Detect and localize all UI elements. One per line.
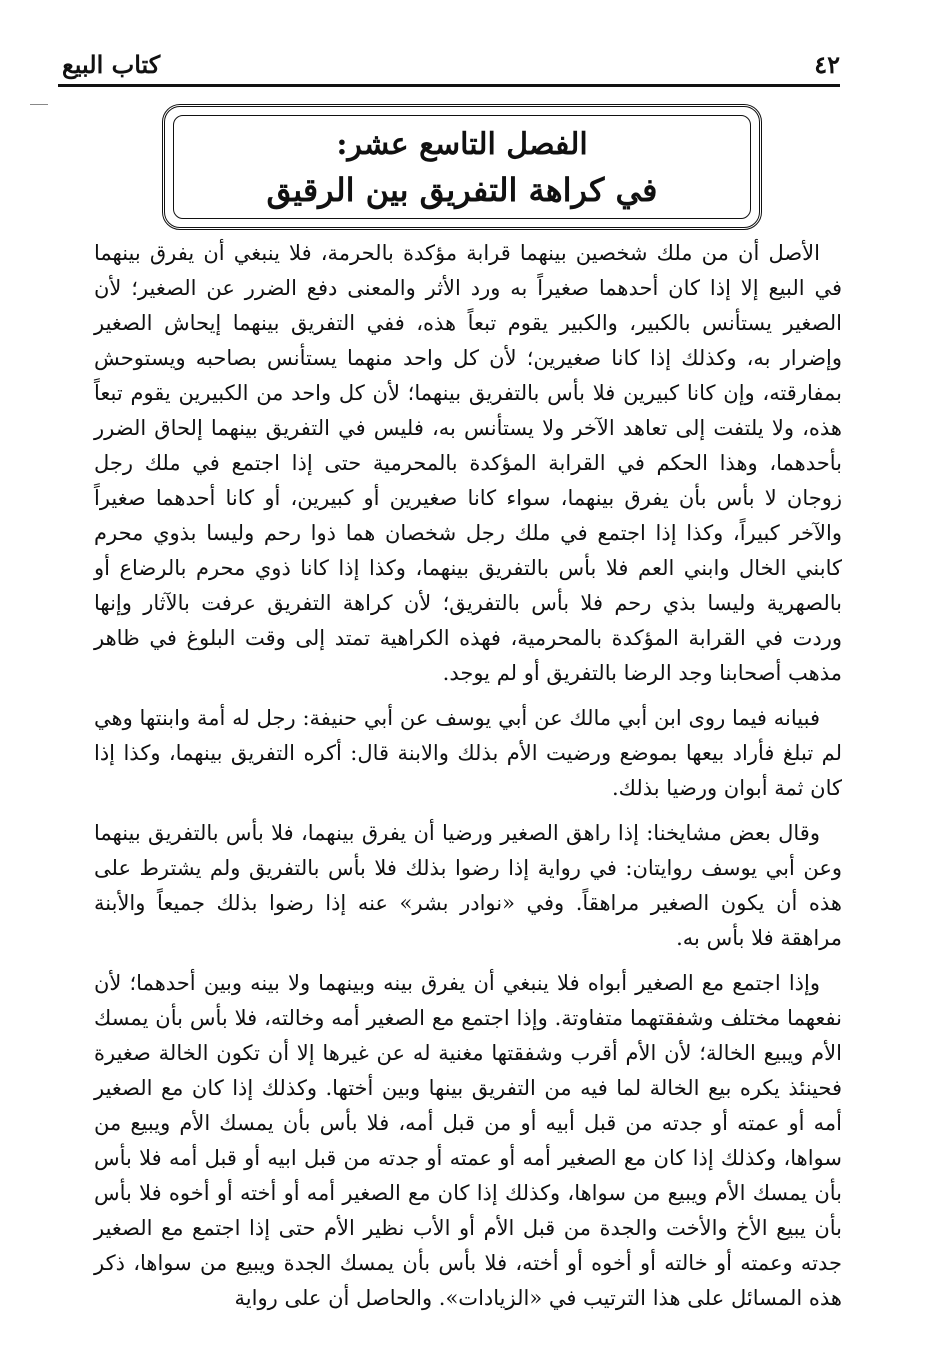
chapter-title: في كراهة التفريق بين الرقيق — [266, 171, 658, 209]
paragraph: الأصل أن من ملك شخصين بينهما قرابة مؤكدة بالحرمة، فلا ينبغي أن يفرق بينهما في البيع إلا إذا كان أحدهما صغيراً به ورد الأثر والمعنى دفع الضرر عن الصغير؛ لأن الصغير يستأنس بالكبير، والكبير يقوم تبعاً هذه، ففي التفريق بينهما إيحاش الصغير وإضرار به، وكذلك إذا كانا صغيرين؛ لأن كل واحد منهما يستأنس بصاحبه ويستوحش بمفارقته، وإن كانا كبيرين فلا بأس بالتفريق بينهما؛ لأن كل واحد من الكبيرين يقوم تبعاً هذه، ولا يلتفت إلى تعاهد الآخر ولا يستأنس به، فليس في التفريق بينهما إلحاق الضرر بأحدهما، وهذا الحكم في القرابة المؤكدة بالمحرمية حتى إذا اجتمع في ملك رجل زوجان لا بأس بأن يفرق بينهما، سواء كانا صغيرين أو كبيرين، أو كانا أحدهما صغيراً والآخر كبيراً، وكذا إذا اجتمع في ملك رجل شخصان هما ذوا رحم وليسا بذوي محرم كابني الخال وابني العم فلا بأس بالتفريق بينهما، وكذا إذا كانا ذوي محرم بالرضاع أو بالصهرية وليسا بذي رحم فلا بأس بالتفريق؛ لأن كراهة التفريق عرفت بالآثار وإنها وردت في القرابة المؤكدة بالمحرمية، فهذه الكراهية تمتد إلى وقت البلوغ في ظاهر مذهب أصحابنا وجد الرضا بالتفريق أو لم يوجد. — [94, 241, 842, 685]
chapter-number: الفصل التاسع عشر: — [336, 127, 588, 162]
page-header — [58, 44, 840, 87]
paragraph: وإذا اجتمع مع الصغير أبواه فلا ينبغي أن يفرق بينه وبينهما ولا بينه وبين أحدهما؛ لأن نفعهما مختلف وشفقتهما متفاوتة. وإذا اجتمع مع الصغير أمه وخالته، فلا بأس بأن يمسك الأم ويبيع الخالة؛ لأن الأم أقرب وشفقتها مغنية له عن غيرها إلا أن تكون الخالة صغيرة فحينئذ يكره بيع الخالة لما فيه من التفريق بينها وبين أختها. وكذلك إذا كان مع الصغير أمه أو عمته أو جدته من قبل أبيه أو من قبل أمه، فلا بأس بأن يمسك الأم ويبيع من سواها، وكذلك إذا كان مع الصغير أمه أو عمته أو جدته من قبل ابيه أو قبل أمه فلا بأس بأن يمسك الأم ويبيع من سواها، وكذلك إذا كان مع الصغير أمه أو أخته أو أخوه فلا بأس بأن يبيع الأخ والأخت والجدة من قبل الأم أو الأب نظير الأم حتى إذا اجتمع مع الصغير جدته وعمته أو خالته أو أخوه أو أخته، فلا بأس بأن يمسك الجدة ويبيع من سواها، ذكر هذه المسائل على هذا الترتيب في «الزيادات». والحاصل أن على رواية — [94, 971, 842, 1310]
body-text — [94, 236, 842, 1326]
margin-mark — [30, 104, 48, 105]
page-number: ٤٢ — [814, 50, 840, 79]
running-title: كتاب البيع — [62, 50, 161, 79]
chapter-title-frame — [162, 104, 762, 230]
paragraph: فبيانه فيما روى ابن أبي مالك عن أبي يوسف عن أبي حنيفة: رجل له أمة وابنتها وهي لم تبلغ فأراد بيعها بموضع ورضيت الأم بذلك والابنة قال: أكره التفريق بينهما، وكذا إذا كان ثمة أبوان ورضيا بذلك. — [94, 706, 842, 800]
paragraph: وقال بعض مشايخنا: إذا راهق الصغير ورضيا أن يفرق بينهما، فلا بأس بالتفريق بينهما وعن أبي يوسف روايتان: في رواية إذا رضوا بذلك فلا بأس بالتفريق ولم يشترط على هذه أن يكون الصغير مراهقاً. وفي «نوادر بشر» عنه إذا رضوا بذلك جميعاً والأبنة مراهقة فلا بأس به. — [94, 821, 842, 950]
